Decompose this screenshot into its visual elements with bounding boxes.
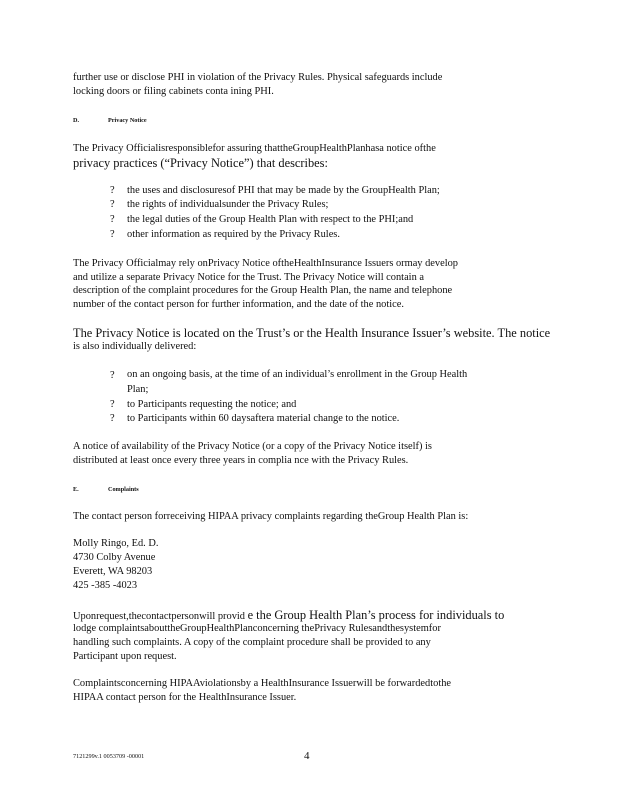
section-title: Privacy Notice — [108, 117, 147, 124]
text-line: The Privacy Notice is located on the Trust’s or the Health Insurance Issuer’s website. The notice — [73, 326, 551, 340]
document-code: 7121299v.1 0053709 -00001 — [73, 753, 145, 760]
text-fragment: e the Group Health Plan’s process for individuals to — [247, 608, 505, 622]
text-line: The Privacy Officialisresponsiblefor assuring thattheGroupHealthPlanhasa notice ofthe — [73, 143, 436, 154]
text-line: HIPAA contact person for the HealthInsurance Issuer. — [73, 692, 297, 703]
list-item: the uses and disclosuresof PHI that may be made by the GroupHealth Plan; — [127, 185, 440, 196]
bullet-marker: ? — [110, 370, 115, 381]
text-line: The contact person forreceiving HIPAA privacy complaints regarding theGroup Health Plan is: — [73, 511, 469, 522]
page-number: 4 — [304, 750, 310, 762]
text-line: privacy practices (“Privacy Notice”) that describes: — [73, 156, 328, 170]
list-item: on an ongoing basis, at the time of an individual’s enrollment in the Group Health — [127, 369, 468, 380]
list-item: other information as required by the Privacy Rules. — [127, 229, 340, 240]
text-line: handling such complaints. A copy of the complaint procedure shall be provided to any — [73, 637, 431, 648]
bullet-marker: ? — [110, 399, 115, 410]
text-line: The Privacy Officialmay rely onPrivacy Notice oftheHealthInsurance Issuers ormay develop — [73, 258, 458, 269]
list-item: to Participants requesting the notice; and — [127, 399, 297, 410]
bullet-marker: ? — [110, 199, 115, 210]
text-line: lodge complaintsabouttheGroupHealthPlanconcerning thePrivacy Rulesandthesystemfor — [73, 623, 441, 634]
text-line — [73, 609, 504, 623]
text-line: Complaintsconcerning HIPAAviolationsby a HealthInsurance Issuerwill be forwardedtothe — [73, 678, 452, 689]
text-fragment: Uponrequest,thecontactpersonwill provid — [73, 611, 248, 622]
text-line: A notice of availability of the Privacy Notice (or a copy of the Privacy Notice itself) is — [73, 441, 432, 452]
text-line: further use or disclose PHI in violation of the Privacy Rules. Physical safeguards include — [73, 72, 443, 83]
bullet-marker: ? — [110, 185, 115, 196]
bullet-marker: ? — [110, 214, 115, 225]
section-title: Complaints — [108, 486, 139, 493]
text-line: number of the contact person for further information, and the date of the notice. — [73, 299, 404, 310]
address-line: Everett, WA 98203 — [73, 566, 153, 577]
list-item: the rights of individualsunder the Privacy Rules; — [127, 199, 329, 210]
text-line: locking doors or filing cabinets conta ining PHI. — [73, 86, 274, 97]
address-line: 425 -385 -4023 — [73, 580, 138, 591]
text-line: description of the complaint procedures for the Group Health Plan, the name and telephone — [73, 285, 453, 296]
bullet-marker: ? — [110, 413, 115, 424]
list-item: the legal duties of the Group Health Plan with respect to the PHI;and — [127, 214, 414, 225]
text-line: is also individually delivered: — [73, 341, 197, 352]
address-line: 4730 Colby Avenue — [73, 552, 156, 563]
address-line: Molly Ringo, Ed. D. — [73, 538, 159, 549]
text-line: distributed at least once every three years in complia nce with the Privacy Rules. — [73, 455, 409, 466]
list-item: to Participants within 60 daysaftera material change to the notice. — [127, 413, 400, 424]
section-letter: D. — [73, 117, 80, 124]
section-letter: E. — [73, 486, 79, 493]
text-line: and utilize a separate Privacy Notice for the Trust. The Privacy Notice will contain a — [73, 272, 424, 283]
list-item-continuation: Plan; — [127, 384, 149, 395]
bullet-marker: ? — [110, 229, 115, 240]
text-line: Participant upon request. — [73, 651, 177, 662]
